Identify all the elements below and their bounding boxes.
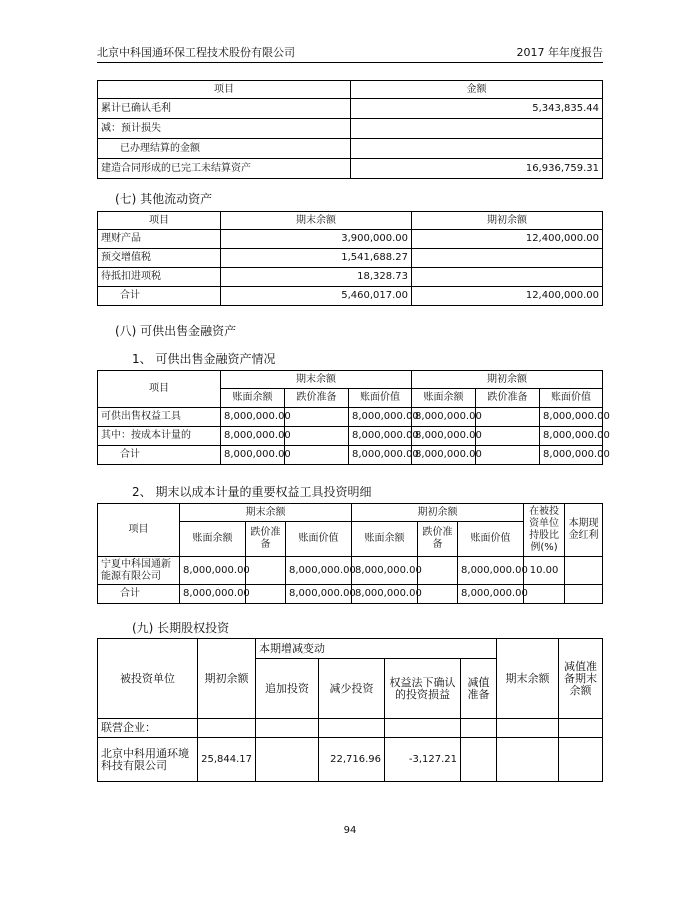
row-label: 合计: [98, 446, 221, 465]
cell-value: 8,000,000.00: [412, 446, 476, 465]
header-report: 2017 年年度报告: [516, 46, 603, 59]
cell-additional-investment: [256, 738, 319, 782]
row-label: 累计已确认毛利: [98, 99, 351, 119]
cell-value: 8,000,000.00: [221, 427, 285, 446]
cell-value: [285, 408, 349, 427]
subcol-book-balance: 账面余额: [412, 389, 476, 408]
subcol-impairment: 跌价准备: [476, 389, 540, 408]
cell-value: 8,000,000.00: [349, 408, 412, 427]
row-label: 合计: [98, 585, 180, 604]
cell-value: 8,000,000.00: [352, 557, 418, 585]
row-begin-value: 12,400,000.00: [412, 287, 603, 306]
cell-value: [246, 557, 286, 585]
subcol-additional-investment: 追加投资: [256, 659, 319, 719]
cell-value: [285, 427, 349, 446]
cell-value: 8,000,000.00: [221, 408, 285, 427]
group-header-end: 期末余额: [180, 504, 352, 522]
cell-begin-balance: 25,844.17: [198, 738, 256, 782]
cell-value: [476, 427, 540, 446]
cell-value: [418, 557, 458, 585]
cell-value: 8,000,000.00: [180, 585, 246, 604]
other-current-assets-table: [97, 211, 603, 306]
empty-cell: [256, 719, 319, 738]
cell-impairment: [461, 738, 497, 782]
cell-value: [285, 446, 349, 465]
col-header-impairment-end: 减值准备期末余额: [559, 639, 603, 719]
row-amount: 5,343,835.44: [351, 99, 603, 119]
cell-value: 8,000,000.00: [349, 446, 412, 465]
subcol-impairment: 跌价准备: [418, 522, 458, 557]
row-end-value: 5,460,017.00: [221, 287, 412, 306]
col-header-cash-dividend: 本期现金红利: [565, 504, 603, 557]
row-begin-value: [412, 249, 603, 268]
cell-cash-dividend: [565, 585, 603, 604]
empty-cell: [198, 719, 256, 738]
empty-cell: [497, 719, 559, 738]
page-header: [97, 44, 603, 63]
cell-reduced-investment: 22,716.96: [319, 738, 385, 782]
cell-holding-ratio: [524, 585, 565, 604]
cell-value: 8,000,000.00: [352, 585, 418, 604]
cell-value: [246, 585, 286, 604]
subcol-impairment: 减值准备: [461, 659, 497, 719]
cell-end-balance: [497, 738, 559, 782]
row-amount: 16,936,759.31: [351, 159, 603, 179]
subcol-equity-method-gain: 权益法下确认的投资损益: [385, 659, 461, 719]
row-label: 已办理结算的金额: [98, 139, 351, 159]
group-header-begin: 期初余额: [352, 504, 524, 522]
col-header-end: 期末余额: [221, 212, 412, 230]
cell-value: 8,000,000.00: [412, 427, 476, 446]
col-header-item: 项目: [98, 371, 221, 408]
cell-value: 8,000,000.00: [349, 427, 412, 446]
col-header-holding-ratio: 在被投资单位持股比例(%): [524, 504, 565, 557]
header-company: 北京中科国通环保工程技术股份有限公司: [97, 46, 295, 59]
construction-contract-table: [97, 80, 603, 179]
row-label: 待抵扣进项税: [98, 268, 221, 287]
subcol-reduced-investment: 减少投资: [319, 659, 385, 719]
row-end-value: 1,541,688.27: [221, 249, 412, 268]
subcol-book-value: 账面价值: [286, 522, 352, 557]
section-9-title: (九) 长期股权投资: [132, 621, 230, 635]
row-label: 建造合同形成的已完工未结算资产: [98, 159, 351, 179]
cell-value: 8,000,000.00: [286, 557, 352, 585]
row-amount: [351, 139, 603, 159]
cell-value: 8,000,000.00: [221, 446, 285, 465]
row-end-value: 18,328.73: [221, 268, 412, 287]
row-label: 宁夏中科国通新能源有限公司: [98, 557, 180, 585]
section-8-sub2: 2、 期末以成本计量的重要权益工具投资明细: [132, 485, 372, 499]
subcol-book-balance: 账面余额: [352, 522, 418, 557]
cell-value: 8,000,000.00: [540, 446, 603, 465]
row-label: 北京中科用通环境科技有限公司: [98, 738, 198, 782]
subcol-impairment: 跌价准备: [285, 389, 349, 408]
cell-value: [476, 408, 540, 427]
cost-equity-investment-table: [97, 503, 603, 604]
col-header-end-balance: 期末余额: [497, 639, 559, 719]
cell-value: 8,000,000.00: [412, 408, 476, 427]
row-label: 理财产品: [98, 230, 221, 249]
cell-value: [476, 446, 540, 465]
row-amount: [351, 119, 603, 139]
available-for-sale-table: [97, 370, 610, 465]
row-end-value: 3,900,000.00: [221, 230, 412, 249]
col-header-item: 项目: [98, 212, 221, 230]
col-header-begin-balance: 期初余额: [198, 639, 256, 719]
section-8-title: (八) 可供出售金融资产: [115, 324, 237, 338]
subcol-book-value: 账面价值: [349, 389, 412, 408]
long-term-equity-table: [97, 638, 603, 782]
subcol-book-value: 账面价值: [540, 389, 603, 408]
cell-value: 8,000,000.00: [180, 557, 246, 585]
cell-value: 8,000,000.00: [540, 408, 603, 427]
cell-value: 8,000,000.00: [458, 585, 524, 604]
col-header-item: 项目: [98, 81, 351, 99]
row-label: 合计: [98, 287, 221, 306]
empty-cell: [385, 719, 461, 738]
page-number: 94: [343, 825, 357, 836]
cell-equity-method-gain: -3,127.21: [385, 738, 461, 782]
section-7-title: (七) 其他流动资产: [115, 192, 213, 206]
group-header-change: 本期增减变动: [256, 639, 497, 659]
empty-cell: [559, 719, 603, 738]
subcol-book-balance: 账面余额: [221, 389, 285, 408]
col-header-investee: 被投资单位: [98, 639, 198, 719]
row-begin-value: [412, 268, 603, 287]
row-label: 其中：按成本计量的: [98, 427, 221, 446]
col-header-amount: 金额: [351, 81, 603, 99]
cell-holding-ratio: 10.00: [524, 557, 565, 585]
col-header-item: 项目: [98, 504, 180, 557]
empty-cell: [319, 719, 385, 738]
section-8-sub1: 1、 可供出售金融资产情况: [132, 352, 276, 366]
group-header-end: 期末余额: [221, 371, 412, 389]
subcol-impairment: 跌价准备: [246, 522, 286, 557]
row-label-associates: 联营企业：: [98, 719, 198, 738]
subcol-book-value: 账面价值: [458, 522, 524, 557]
col-header-begin: 期初余额: [412, 212, 603, 230]
subcol-book-balance: 账面余额: [180, 522, 246, 557]
empty-cell: [461, 719, 497, 738]
row-label: 预交增值税: [98, 249, 221, 268]
cell-value: [418, 585, 458, 604]
cell-impairment-end: [559, 738, 603, 782]
cell-value: 8,000,000.00: [286, 585, 352, 604]
row-label: 可供出售权益工具: [98, 408, 221, 427]
cell-cash-dividend: [565, 557, 603, 585]
row-label: 减：预计损失: [98, 119, 351, 139]
cell-value: 8,000,000.00: [540, 427, 603, 446]
cell-value: 8,000,000.00: [458, 557, 524, 585]
row-begin-value: 12,400,000.00: [412, 230, 603, 249]
group-header-begin: 期初余额: [412, 371, 603, 389]
